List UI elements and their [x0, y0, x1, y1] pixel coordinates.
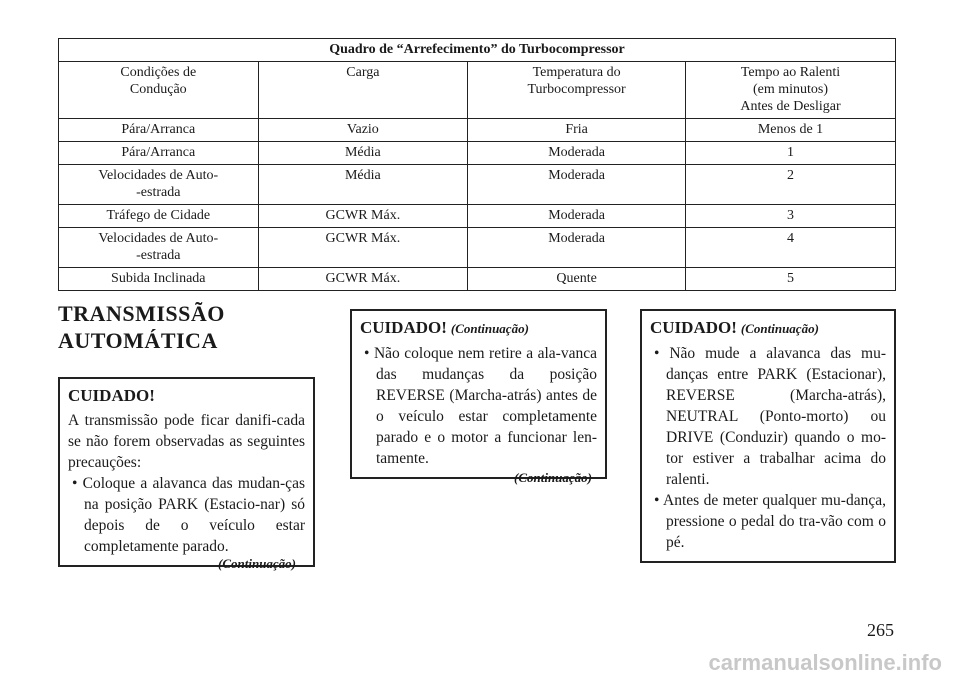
caution-heading [360, 317, 597, 339]
list-item: • Antes de meter qualquer mu-dança, pressione o pedal do tra-vão com o pé. [650, 490, 886, 553]
caution-list [68, 473, 305, 557]
column-header: Carga [258, 62, 468, 119]
table-cell: Menos de 1 [686, 119, 896, 142]
watermark: carmanualsonline.info [708, 650, 942, 675]
table-cell: GCWR Máx. [258, 205, 468, 228]
table-cell: Velocidades de Auto- -estrada [59, 165, 259, 205]
table-cell: Vazio [258, 119, 468, 142]
caution-heading-continued: (Continuação) [740, 321, 819, 336]
table-cell: Pára/Arranca [59, 119, 259, 142]
list-item: • Não mude a alavanca das mu-danças entre PARK (Estacionar), REVERSE (Marcha-atrás), NEUTRAL (Ponto-morto) ou DRIVE (Conduzir) quando o mo-tor estiver a trabalhar acima do ralenti. [650, 343, 886, 490]
caution-heading-continued: (Continuação) [450, 321, 529, 336]
continued-label: (Continuação) [218, 556, 297, 571]
table-cell: Velocidades de Auto- -estrada [59, 228, 259, 268]
table-cell: 5 [686, 268, 896, 291]
table-cell: Média [258, 142, 468, 165]
table-cell: Moderada [468, 142, 686, 165]
caution-box-3 [640, 309, 896, 563]
caution-box-1 [58, 377, 315, 567]
table-cell: Média [258, 165, 468, 205]
table-cell: Subida Inclinada [59, 268, 259, 291]
table-cell: 2 [686, 165, 896, 205]
table-cell: Moderada [468, 205, 686, 228]
table-cell: 1 [686, 142, 896, 165]
list-item: • Não coloque nem retire a ala-vanca das mudanças da posição REVERSE (Marcha-atrás) antes de o veículo estar completamente parado e o motor a funcionar len-tamente. [360, 343, 597, 469]
continued-label: (Continuação) [514, 470, 593, 485]
table-cell: Pára/Arranca [59, 142, 259, 165]
table-row [59, 142, 896, 165]
column-header: Tempo ao Ralenti (em minutos) Antes de Desligar [686, 62, 896, 119]
column-header: Condições de Condução [59, 62, 259, 119]
table-cell: GCWR Máx. [258, 268, 468, 291]
table-cell: 3 [686, 205, 896, 228]
caution-heading-text: CUIDADO! [650, 318, 737, 337]
table-cell: 4 [686, 228, 896, 268]
caution-heading [650, 317, 886, 339]
table-cell: Fria [468, 119, 686, 142]
caution-box-2 [350, 309, 607, 479]
table-row [59, 205, 896, 228]
table-title: Quadro de “Arrefecimento” do Turbocompressor [59, 39, 896, 62]
list-item: • Coloque a alavanca das mudan-ças na posição PARK (Estacio-nar) só depois de o veículo estar completamente parado. [68, 473, 305, 557]
turbo-cooldown-table [58, 38, 896, 291]
table-row [59, 119, 896, 142]
table-header-row [59, 62, 896, 119]
page-number: 265 [867, 620, 894, 640]
table-cell: GCWR Máx. [258, 228, 468, 268]
caution-intro: A transmissão pode ficar danifi-cada se não forem observadas as seguintes precauções: [68, 412, 305, 471]
table-cell: Quente [468, 268, 686, 291]
section-title: TRANSMISSÃO AUTOMÁTICA [58, 301, 225, 353]
table-row [59, 228, 896, 268]
table-cell: Tráfego de Cidade [59, 205, 259, 228]
caution-heading [68, 385, 305, 406]
column-header: Temperatura do Turbocompressor [468, 62, 686, 119]
caution-heading-text: CUIDADO! [68, 386, 155, 405]
table-cell: Moderada [468, 165, 686, 205]
table-row [59, 268, 896, 291]
caution-list [360, 343, 597, 469]
caution-list [650, 343, 886, 553]
table-cell: Moderada [468, 228, 686, 268]
caution-heading-text: CUIDADO! [360, 318, 447, 337]
table-row [59, 165, 896, 205]
